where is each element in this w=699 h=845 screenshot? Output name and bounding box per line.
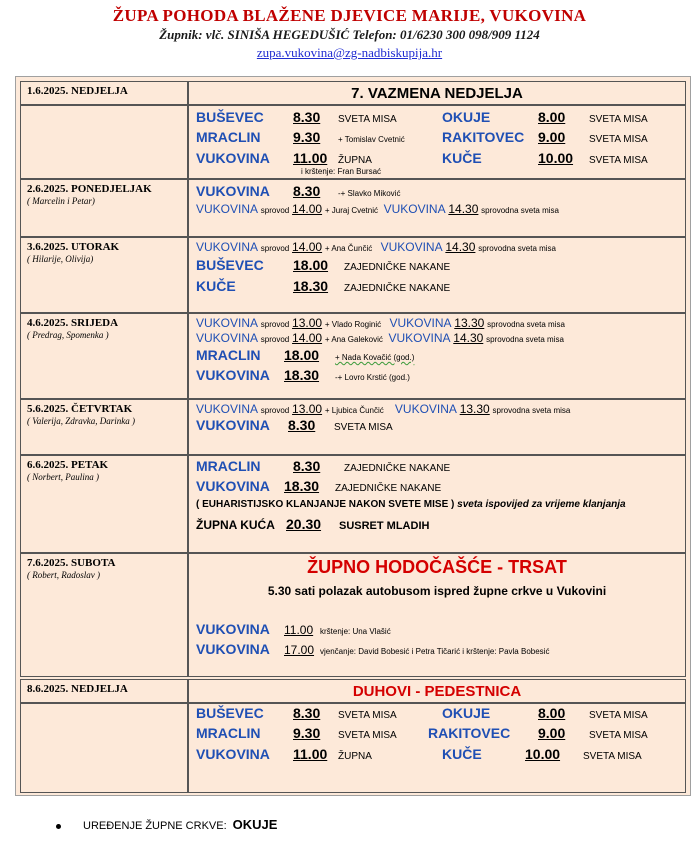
bullet-icon — [56, 824, 61, 829]
day1-line1: BUŠEVEC 8.30 SVETA MISA OKUJE 8.00 SVETA MISA — [196, 109, 648, 125]
day4-line3: MRACLIN 18.00 + Nada Kovačić (god.) — [196, 347, 415, 363]
day5-date: 5.6.2025. ČETVRTAK — [27, 403, 133, 415]
day7-line2: VUKOVINA 17.00 vjenčanje: David Bobesić i Petra Tičarić i krštenje: Pavla Bobesić — [196, 641, 550, 657]
day4-date: 4.6.2025. SRIJEDA — [27, 317, 119, 329]
day2-date-cell — [20, 179, 188, 237]
day2-line1: VUKOVINA 8.30 -+ Slavko Miković — [196, 183, 401, 199]
day5-date-cell — [20, 399, 188, 455]
day8-date: 8.6.2025. NEDJELJA — [27, 683, 128, 695]
day6-line4: ŽUPNA KUĆA 20.30 SUSRET MLADIH — [196, 516, 430, 532]
day6-date-cell — [20, 455, 188, 553]
day8-left-cell — [20, 703, 188, 793]
day3-date: 3.6.2025. UTORAK — [27, 241, 120, 253]
day7-date-cell — [20, 553, 188, 677]
priest-contact: Župnik: vlč. SINIŠA HEGEDUŠIĆ Telefon: 01/6230 300 098/909 1124 — [159, 27, 540, 42]
day6-mass-cell — [188, 455, 686, 553]
day3-line1: VUKOVINA sprovod 14.00 + Ana Čunčić VUKOVINA 14.30 sprovodna sveta misa — [196, 240, 557, 254]
day5-line1: VUKOVINA sprovod 13.00 + Ljubica Čunčić VUKOVINA 13.30 sprovodna sveta misa — [196, 402, 571, 416]
day8-line2: MRACLIN 9.30 SVETA MISA RAKITOVEC 9.00 SVETA MISA — [196, 725, 648, 741]
day2-date: 2.6.2025. PONEDJELJAK — [27, 183, 152, 195]
day3-date-cell — [20, 237, 188, 313]
day4-date-cell — [20, 313, 188, 399]
day1-line2: MRACLIN 9.30 + Tomislav Cvetnić RAKITOVEC 9.00 SVETA MISA — [196, 129, 648, 145]
day6-saints: ( Norbert, Paulina ) — [27, 472, 99, 482]
cleaning-label: UREĐENJE ŽUPNE CRKVE: — [83, 820, 227, 832]
day8-date-cell — [20, 679, 188, 703]
email-link[interactable]: zupa.vukovina@zg-nadbiskupija.hr — [256, 45, 443, 60]
day8-title-cell — [188, 679, 686, 703]
day8-line1: BUŠEVEC 8.30 SVETA MISA OKUJE 8.00 SVETA MISA — [196, 705, 648, 721]
day6-line1: MRACLIN 8.30 ZAJEDNIČKE NAKANE — [196, 458, 451, 474]
day8-title: DUHOVI - PEDESTNICA — [352, 683, 522, 700]
day7-mass-cell — [188, 553, 686, 677]
day1-baptism: i krštenje: Fran Bursać — [301, 167, 382, 176]
day6-adoration: ( EUHARISTIJSKO KLANJANJE NAKON SVETE MISE ) sveta ispovijed za vrijeme klanjanja — [196, 499, 626, 510]
day1-line3: VUKOVINA 11.00 ŽUPNA KUČE 10.00 SVETA MISA — [196, 150, 648, 166]
bus-departure: 5.30 sati polazak autobusom ispred župne crkve u Vukovini — [267, 584, 607, 598]
day3-mass-cell — [188, 237, 686, 313]
day6-date: 6.6.2025. PETAK — [27, 459, 109, 471]
day1-title-cell — [188, 81, 686, 105]
day3-line2: BUŠEVEC 18.00 ZAJEDNIČKE NAKANE — [196, 257, 451, 273]
day4-line4: VUKOVINA 18.30 -+ Lovro Krstić (god.) — [196, 367, 410, 383]
day3-saints: ( Hilarije, Olivija) — [27, 254, 94, 264]
day8-mass-cell — [188, 703, 686, 793]
day5-line2: VUKOVINA 8.30 SVETA MISA — [196, 417, 393, 433]
day4-saints: ( Predrag, Spomenka ) — [27, 330, 109, 340]
schedule-sheet — [15, 76, 691, 796]
parish-title: ŽUPA POHODA BLAŽENE DJEVICE MARIJE, VUKOVINA — [112, 6, 587, 25]
day7-line1: VUKOVINA 11.00 krštenje: Una Vlašić — [196, 621, 391, 637]
day2-saints: ( Marcelin i Petar) — [27, 196, 95, 206]
day2-line2: VUKOVINA sprovod 14.00 + Juraj Cvetnić VUKOVINA 14.30 sprovodna sveta misa — [196, 202, 559, 216]
day1-date: 1.6.2025. NEDJELJA — [27, 85, 128, 97]
day3-line3: KUČE 18.30 ZAJEDNIČKE NAKANE — [196, 278, 451, 294]
church-cleaning-note — [56, 817, 277, 832]
day4-mass-cell — [188, 313, 686, 399]
pilgrimage-title: ŽUPNO HODOČAŠĆE - TRSAT — [307, 557, 567, 577]
day2-mass-cell — [188, 179, 686, 237]
day4-line1: VUKOVINA sprovod 13.00 + Vlado Roginić VUKOVINA 13.30 sprovodna sveta misa — [196, 316, 565, 330]
day6-line2: VUKOVINA 18.30 ZAJEDNIČKE NAKANE — [196, 478, 442, 494]
day1-date-cell — [20, 81, 188, 105]
day7-date: 7.6.2025. SUBOTA — [27, 557, 116, 569]
day4-line2: VUKOVINA sprovod 14.00 + Ana Galeković VUKOVINA 14.30 sprovodna sveta misa — [196, 331, 564, 345]
day7-saints: ( Robert, Radoslav ) — [27, 570, 100, 580]
day1-mass-cell — [188, 105, 686, 179]
day1-title: 7. VAZMENA NEDJELJA — [351, 85, 523, 102]
day8-line3: VUKOVINA 11.00 ŽUPNA KUČE 10.00 SVETA MISA — [196, 746, 642, 762]
day1-left-cell — [20, 105, 188, 179]
day5-saints: ( Valerija, Zdravka, Darinka ) — [27, 416, 135, 426]
cleaning-village: OKUJE — [232, 817, 278, 832]
day5-mass-cell — [188, 399, 686, 455]
